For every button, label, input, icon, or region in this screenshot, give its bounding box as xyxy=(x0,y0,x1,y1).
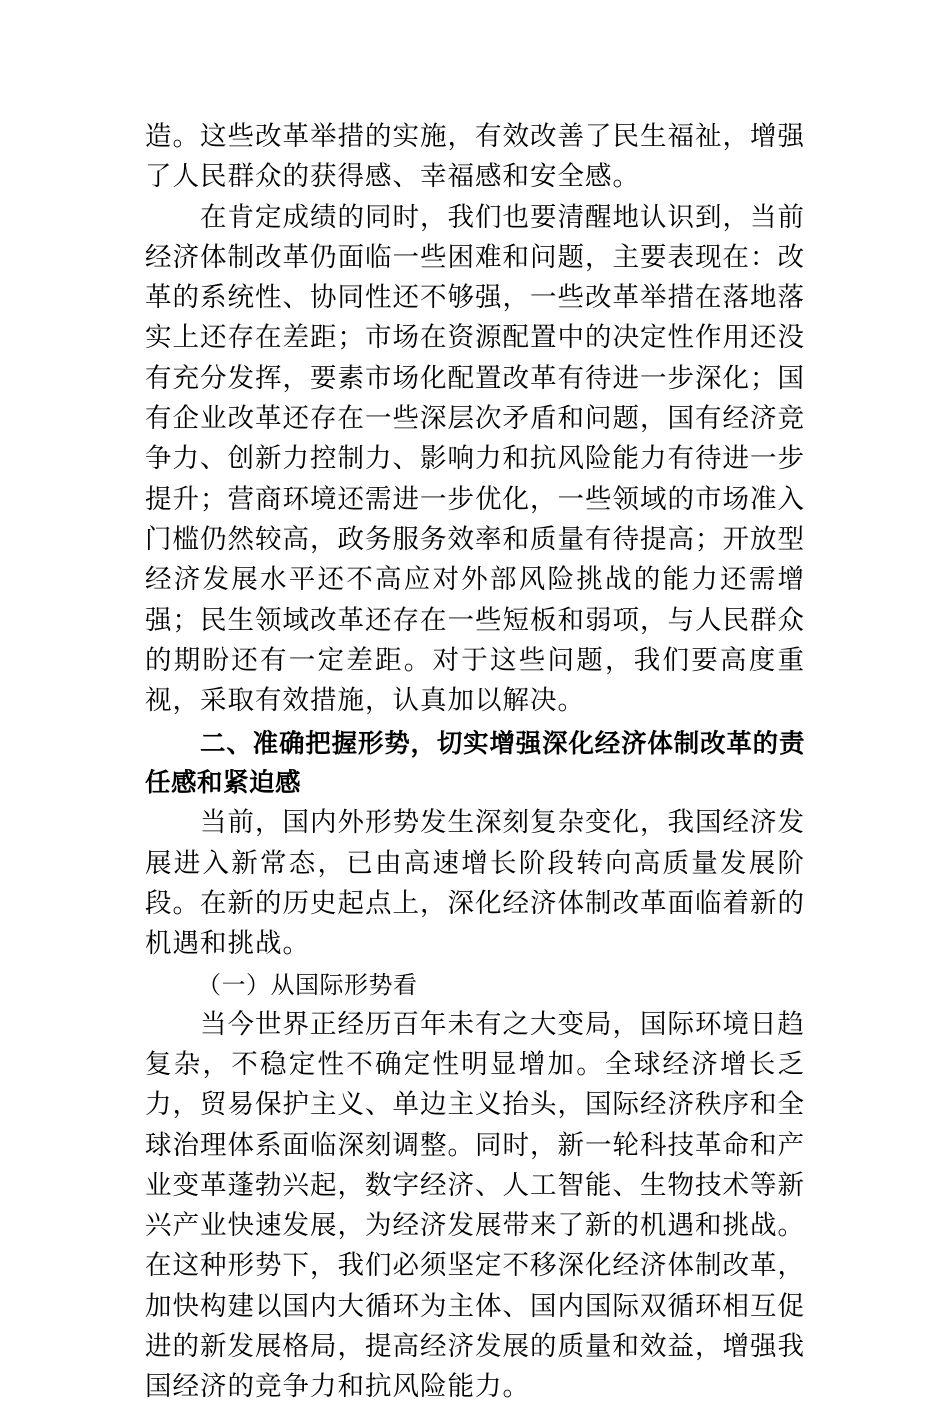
paragraph-situation: 当前，国内外形势发生深刻复杂变化，我国经济发展进入新常态，已由高速增长阶段转向高质量发展阶段。在新的历史起点上，深化经济体制改革面临着新的机遇和挑战。 xyxy=(145,807,805,960)
subsection-heading: （一）从国际形势看 xyxy=(197,970,418,999)
paragraph-international: 当今世界正经历百年未有之大变局，国际环境日趋复杂，不稳定性不确定性明显增加。全球经济增长乏力，贸易保护主义、单边主义抬头，国际经济秩序和全球治理体系面临深刻调整。同时，新一轮科技革命和产业变革蓬勃兴起，数字经济、人工智能、生物技术等新兴产业快速发展，为经济发展带来了新的机遇和挑战。在这种形势下，我们必须坚定不移深化经济体制改革，加快构建以国内大循环为主体、国内国际双循环相互促进的新发展格局，提高经济发展的质量和效益，增强我国经济的竞争力和抗风险能力。 xyxy=(145,1008,805,1403)
paragraph-continuation: 造。这些改革举措的实施，有效改善了民生福祉，增强了人民群众的获得感、幸福感和安全感。 xyxy=(145,121,805,193)
section-heading: 二、准确把握形势，切实增强深化经济体制改革的责任感和紧迫感 xyxy=(145,729,805,799)
document-page xyxy=(145,117,805,1408)
paragraph-problems: 在肯定成绩的同时，我们也要清醒地认识到，当前经济体制改革仍面临一些困难和问题，主要表现在：改革的系统性、协同性还不够强，一些改革举措在落地落实上还存在差距；市场在资源配置中的决定性作用还没有充分发挥，要素市场化配置改革有待进一步深化；国有企业改革还存在一些深层次矛盾和问题，国有经济竞争力、创新力控制力、影响力和抗风险能力有待进一步提升；营商环境还需进一步优化，一些领域的市场准入门槛仍然较高，政务服务效率和质量有待提高；开放型经济发展水平还不高应对外部风险挑战的能力还需增强；民生领域改革还存在一些短板和弱项，与人民群众的期盼还有一定差距。对于这些问题，我们要高度重视，采取有效措施，认真加以解决。 xyxy=(145,201,805,717)
